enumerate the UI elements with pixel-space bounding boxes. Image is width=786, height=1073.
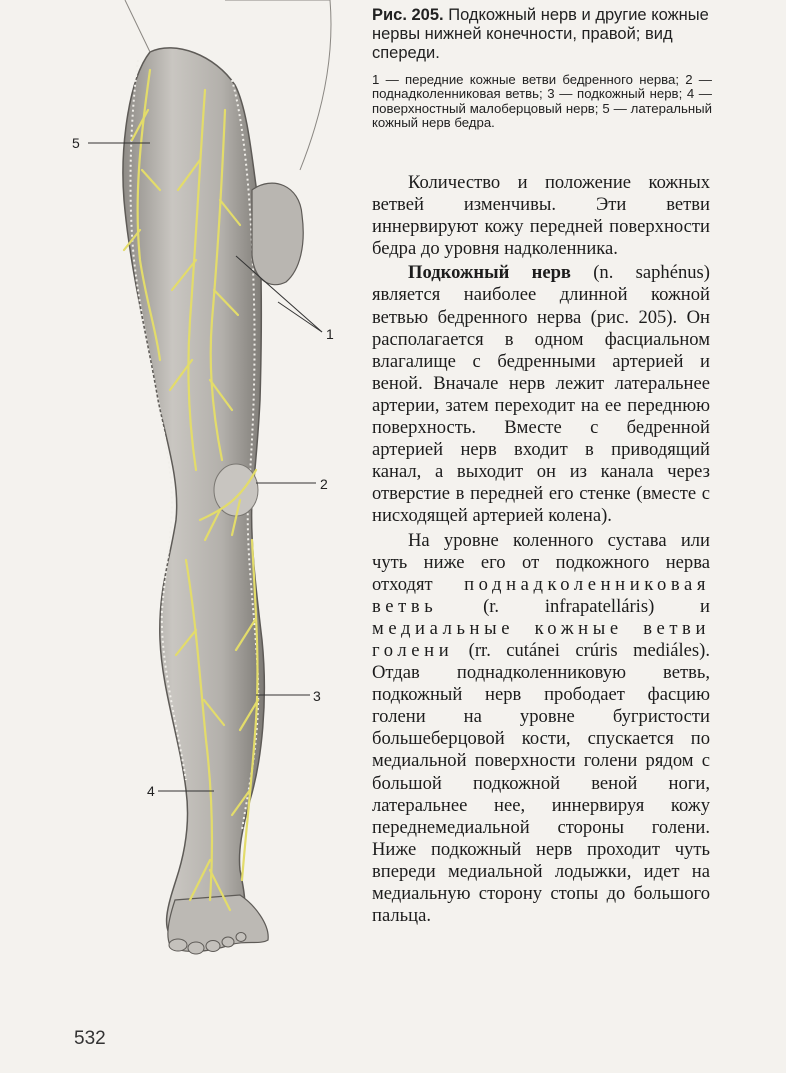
- label-3: 3: [313, 688, 321, 704]
- paragraph-3-c: (r. infrapatelláris) и: [483, 595, 710, 617]
- paragraph-3-e: (rr. cutánei crúris mediáles). Отдав поднадколенниковую ветвь, подкожный нерв прободает фасцию голени на уровне бугристости большеберцовой кости, спускается по медиальной поверхности голени рядом с большой подкожной веной ноги, латеральнее нее, иннервируя кожу переднемедиальной стороны голени. Ниже подкожный нерв проходит чуть впереди медиальной лодыжки, идет на медиальную сторону стопы до большого пальца.: [372, 639, 710, 927]
- label-5: 5: [72, 135, 80, 151]
- paragraph-3: [372, 530, 710, 928]
- page-number: 532: [74, 1028, 106, 1049]
- paragraph-2-text: (n. saphénus) является наиболее длинной кожной ветвью бедренного нерва (рис. 205). Он располагается в одном фасциальном влагалище с бедренными артерией и веной. Вначале нерв лежит латеральнее артерии, затем переходит на ее переднюю поверхность. Вместе с бедренной артерией нерв входит в приводящий канал, а выходит он из канала через отверстие в передней его стенке (вместе с нисходящей артерией колена).: [372, 262, 710, 527]
- body-text: [372, 172, 710, 927]
- label-4: 4: [147, 783, 155, 799]
- term-infrapatellar-branch: поднадколенниковая ветвь: [372, 573, 710, 617]
- term-saphenous-nerve: Подкожный нерв: [408, 262, 571, 284]
- paragraph-2: [372, 262, 710, 527]
- genitals: [252, 183, 303, 285]
- anatomy-figure: [0, 0, 370, 1073]
- caption-title: [372, 6, 712, 63]
- caption-legend: 1 — передние кожные ветви бедренного нерва; 2 — поднадколенниковая ветвь; 3 — подкожный нерв; 4 — поверхностный малоберцовый нерв; 5 — латеральный кожный нерв бедра.: [372, 72, 712, 131]
- caption-number: Рис. 205.: [372, 6, 444, 24]
- figure-caption: [372, 6, 712, 131]
- term-medial-cutaneous-branches: медиальные кожные ветви голени: [372, 617, 710, 661]
- label-1: 1: [326, 326, 334, 342]
- caption-title-text: Подкожный нерв и другие кожные нервы нижней конечности, правой; вид спереди.: [372, 6, 709, 62]
- leg-illustration: [0, 0, 370, 1073]
- paragraph-1: Количество и положение кожных ветвей изменчивы. Эти ветви иннервируют кожу передней поверхности бедра до уровня надколенника.: [372, 172, 710, 260]
- paragraph-3-a: На уровне коленного сустава или чуть ниже его от подкожного нерва отходят: [372, 529, 710, 595]
- label-2: 2: [320, 476, 328, 492]
